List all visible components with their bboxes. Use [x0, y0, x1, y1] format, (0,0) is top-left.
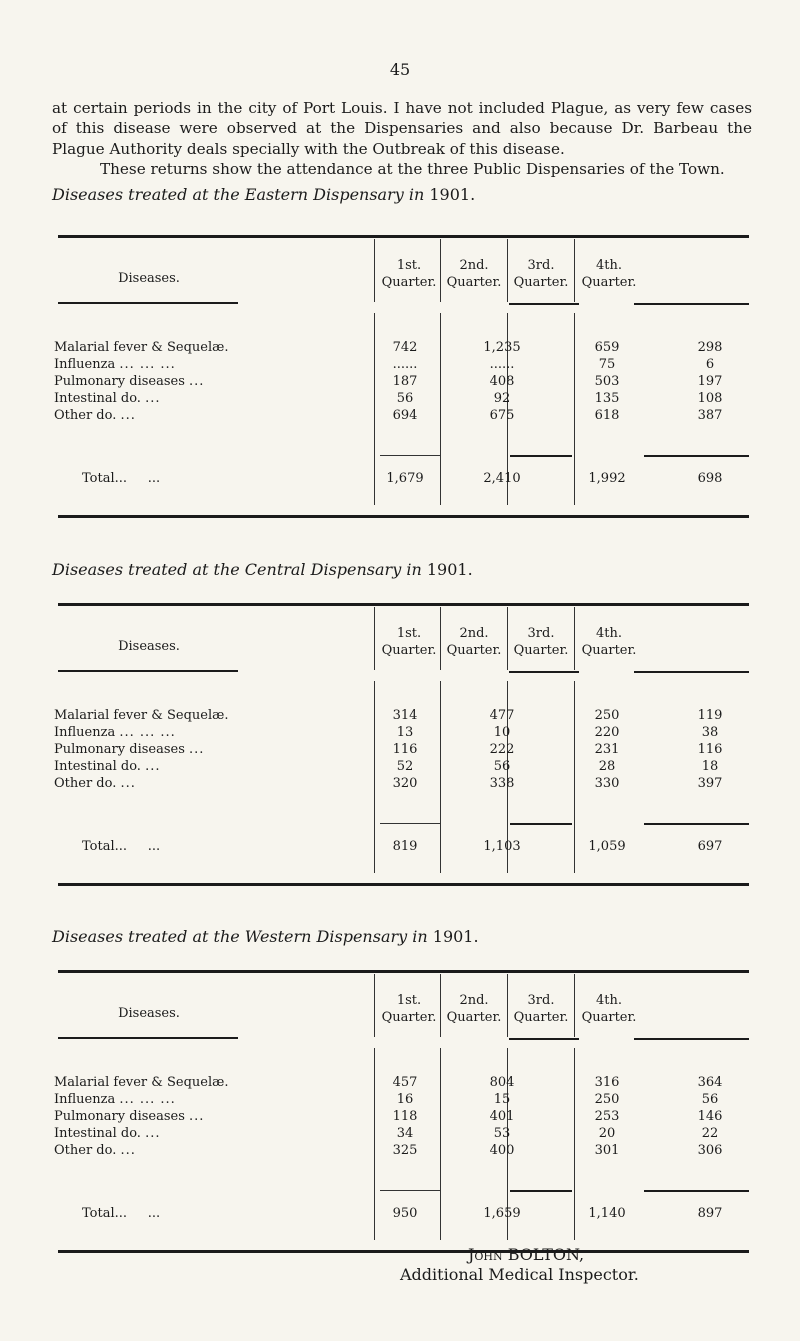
table-cell: 146 — [697, 1109, 723, 1124]
column-divider — [574, 974, 575, 1037]
table-cell: 92 — [493, 391, 511, 406]
table-cell: 338 — [489, 776, 515, 791]
table-cell: 397 — [697, 776, 723, 791]
table-row: Intestinal do. ... — [54, 759, 161, 774]
table-row: Influenza ... ... ... — [54, 1092, 176, 1107]
table-cell: 52 — [396, 759, 414, 774]
table-cell: 400 — [489, 1143, 515, 1158]
table-cell: 38 — [701, 725, 719, 740]
table-row: Influenza ... ... ... — [54, 357, 176, 372]
total-rule — [380, 1190, 440, 1191]
quarter-header-4: 4th. Quarter. — [581, 626, 637, 658]
signature-name: John BOLTON, — [468, 1245, 585, 1264]
header-rule — [58, 302, 238, 304]
column-divider — [440, 1048, 441, 1240]
header-rule — [509, 671, 579, 673]
quarter-header-3: 3rd. Quarter. — [513, 993, 569, 1025]
table-cell: 742 — [392, 340, 418, 355]
column-divider — [440, 239, 441, 302]
table-cell: 53 — [493, 1126, 511, 1141]
quarter-header-4: 4th. Quarter. — [581, 993, 637, 1025]
total-rule — [380, 455, 440, 456]
table-cell: 20 — [598, 1126, 616, 1141]
table-bottom-rule — [58, 883, 749, 886]
quarter-header-2: 2nd. Quarter. — [446, 626, 502, 658]
table-cell: 16 — [396, 1092, 414, 1107]
intro-text — [52, 98, 752, 180]
total-label: Total... ... — [82, 471, 161, 486]
total-cell: 950 — [392, 1206, 418, 1221]
total-cell: 1,103 — [483, 839, 521, 854]
column-divider — [574, 239, 575, 302]
table-row: Pulmonary diseases ... — [54, 374, 205, 389]
table-row: Malarial fever & Sequelæ. — [54, 708, 229, 723]
western-dispensary-title: Diseases treated at the Western Dispensary in 1901. — [52, 927, 479, 946]
column-divider — [374, 239, 375, 302]
table-cell: 6 — [705, 357, 715, 372]
total-cell: 698 — [697, 471, 723, 486]
total-rule — [644, 455, 749, 457]
total-cell: 1,659 — [483, 1206, 521, 1221]
diseases-header: Diseases. — [118, 639, 180, 654]
column-divider — [507, 974, 508, 1037]
table-row: Other do. ... — [54, 776, 136, 791]
table-cell: 22 — [701, 1126, 719, 1141]
table-cell: 250 — [594, 1092, 620, 1107]
table-row: Other do. ... — [54, 1143, 136, 1158]
table-cell: 477 — [489, 708, 515, 723]
quarter-header-2: 2nd. Quarter. — [446, 258, 502, 290]
table-cell: 659 — [594, 340, 620, 355]
quarter-header-3: 3rd. Quarter. — [513, 626, 569, 658]
table-cell: 250 — [594, 708, 620, 723]
table-cell: 306 — [697, 1143, 723, 1158]
column-divider — [440, 313, 441, 505]
total-label: Total... ... — [82, 839, 161, 854]
table-cell: 220 — [594, 725, 620, 740]
eastern-dispensary-title: Diseases treated at the Eastern Dispensary in 1901. — [52, 185, 476, 204]
table-cell: 222 — [489, 742, 515, 757]
table-cell: 116 — [697, 742, 723, 757]
table-cell: 503 — [594, 374, 620, 389]
total-rule — [380, 823, 440, 824]
total-rule — [510, 455, 572, 457]
total-cell: 697 — [697, 839, 723, 854]
table-row: Influenza ... ... ... — [54, 725, 176, 740]
central-dispensary-title: Diseases treated at the Central Dispensary in 1901. — [52, 560, 473, 579]
table-cell: 804 — [489, 1075, 515, 1090]
table-cell: 231 — [594, 742, 620, 757]
header-rule — [509, 1038, 579, 1040]
table-cell: 108 — [697, 391, 723, 406]
signature-role: Additional Medical Inspector. — [400, 1265, 639, 1284]
total-rule — [644, 823, 749, 825]
table-cell: 34 — [396, 1126, 414, 1141]
table-cell: 364 — [697, 1075, 723, 1090]
diseases-header: Diseases. — [118, 1006, 180, 1021]
quarter-header-1: 1st. Quarter. — [381, 626, 437, 658]
header-rule — [509, 303, 579, 305]
total-cell: 2,410 — [483, 471, 521, 486]
table-cell: 135 — [594, 391, 620, 406]
column-divider — [507, 607, 508, 670]
table-cell: 301 — [594, 1143, 620, 1158]
intro-paragraph-2: These returns show the attendance at the three Public Dispensaries of the Town. — [100, 160, 725, 179]
column-divider — [507, 239, 508, 302]
page-number: 45 — [389, 60, 411, 79]
header-rule — [58, 1037, 238, 1039]
table-cell: 56 — [701, 1092, 719, 1107]
table-cell: ...... — [392, 357, 418, 372]
table-cell: 253 — [594, 1109, 620, 1124]
quarter-header-1: 1st. Quarter. — [381, 258, 437, 290]
table-cell: 694 — [392, 408, 418, 423]
column-divider — [440, 681, 441, 873]
table-cell: 408 — [489, 374, 515, 389]
table-cell: 387 — [697, 408, 723, 423]
quarter-header-4: 4th. Quarter. — [581, 258, 637, 290]
table-cell: 119 — [697, 708, 723, 723]
table-cell: 10 — [493, 725, 511, 740]
table-cell: 13 — [396, 725, 414, 740]
total-rule — [644, 1190, 749, 1192]
table-cell: 15 — [493, 1092, 511, 1107]
table-cell: 298 — [697, 340, 723, 355]
table-bottom-rule — [58, 515, 749, 518]
diseases-header: Diseases. — [118, 271, 180, 286]
table-top-rule — [58, 970, 749, 973]
signature-block — [400, 1245, 760, 1285]
header-rule — [634, 303, 749, 305]
table-cell: 56 — [493, 759, 511, 774]
header-rule — [634, 671, 749, 673]
total-rule — [510, 823, 572, 825]
table-cell: ...... — [489, 357, 515, 372]
table-cell: 18 — [701, 759, 719, 774]
header-rule — [58, 670, 238, 672]
column-divider — [574, 607, 575, 670]
table-top-rule — [58, 235, 749, 238]
table-cell: 457 — [392, 1075, 418, 1090]
table-row: Pulmonary diseases ... — [54, 742, 205, 757]
total-cell: 1,059 — [588, 839, 626, 854]
total-cell: 1,992 — [588, 471, 626, 486]
table-row: Other do. ... — [54, 408, 136, 423]
table-cell: 28 — [598, 759, 616, 774]
table-row: Intestinal do. ... — [54, 1126, 161, 1141]
quarter-header-1: 1st. Quarter. — [381, 993, 437, 1025]
quarter-header-3: 3rd. Quarter. — [513, 258, 569, 290]
table-cell: 330 — [594, 776, 620, 791]
table-top-rule — [58, 603, 749, 606]
table-row: Pulmonary diseases ... — [54, 1109, 205, 1124]
total-cell: 1,140 — [588, 1206, 626, 1221]
total-cell: 819 — [392, 839, 418, 854]
quarter-header-2: 2nd. Quarter. — [446, 993, 502, 1025]
table-cell: 75 — [598, 357, 616, 372]
total-cell: 897 — [697, 1206, 723, 1221]
table-cell: 197 — [697, 374, 723, 389]
table-row: Malarial fever & Sequelæ. — [54, 340, 229, 355]
table-cell: 401 — [489, 1109, 515, 1124]
table-cell: 314 — [392, 708, 418, 723]
table-row: Intestinal do. ... — [54, 391, 161, 406]
intro-paragraph-1: at certain periods in the city of Port Louis. I have not included Plague, as very few cases of this disease were observed at the Dispensaries and also because Dr. Barbeau the Plague Authority deals specially with the Outbreak of this disease. — [52, 99, 752, 158]
table-cell: 618 — [594, 408, 620, 423]
table-row: Malarial fever & Sequelæ. — [54, 1075, 229, 1090]
total-cell: 1,679 — [386, 471, 424, 486]
table-cell: 1,235 — [483, 340, 521, 355]
table-cell: 116 — [392, 742, 418, 757]
total-rule — [510, 1190, 572, 1192]
table-cell: 118 — [392, 1109, 418, 1124]
table-cell: 187 — [392, 374, 418, 389]
table-cell: 56 — [396, 391, 414, 406]
table-cell: 316 — [594, 1075, 620, 1090]
column-divider — [374, 607, 375, 670]
column-divider — [374, 974, 375, 1037]
table-cell: 675 — [489, 408, 515, 423]
column-divider — [440, 974, 441, 1037]
header-rule — [634, 1038, 749, 1040]
table-cell: 325 — [392, 1143, 418, 1158]
total-label: Total... ... — [82, 1206, 161, 1221]
table-cell: 320 — [392, 776, 418, 791]
column-divider — [440, 607, 441, 670]
